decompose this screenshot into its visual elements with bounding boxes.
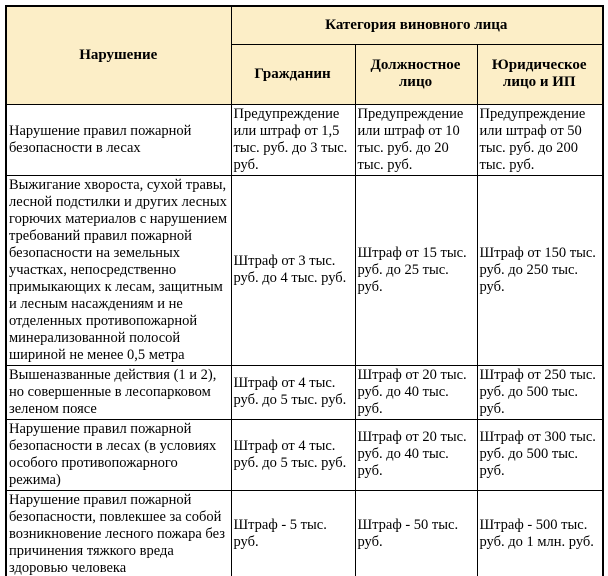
legal-penalty-cell: Штраф - 500 тыс. руб. до 1 млн. руб. [477, 490, 603, 576]
citizen-penalty-cell: Штраф от 3 тыс. руб. до 4 тыс. руб. [231, 175, 355, 365]
official-penalty-cell: Штраф от 15 тыс. руб. до 25 тыс. руб. [355, 175, 477, 365]
violation-cell: Нарушение правил пожарной безопасности в лесах [6, 104, 231, 175]
official-penalty-cell: Штраф от 20 тыс. руб. до 40 тыс. руб. [355, 365, 477, 419]
table-row [6, 175, 603, 365]
legal-penalty-cell: Предупреждение или штраф от 50 тыс. руб. до 200 тыс. руб. [477, 104, 603, 175]
table-row [6, 104, 603, 175]
violation-cell: Вышеназванные действия (1 и 2), но совершенные в лесопарковом зеленом поясе [6, 365, 231, 419]
legal-penalty-cell: Штраф от 250 тыс. руб. до 500 тыс. руб. [477, 365, 603, 419]
violation-cell: Нарушение правил пожарной безопасности в лесах (в условиях особого противопожарного режима) [6, 419, 231, 490]
official-penalty-cell: Штраф - 50 тыс. руб. [355, 490, 477, 576]
header-row-group [6, 6, 603, 44]
citizen-penalty-cell: Штраф от 4 тыс. руб. до 5 тыс. руб. [231, 365, 355, 419]
penalty-table [5, 5, 604, 576]
official-penalty-cell: Предупреждение или штраф от 10 тыс. руб. до 20 тыс. руб. [355, 104, 477, 175]
header-category-group: Категория виновного лица [231, 6, 603, 44]
header-violation: Нарушение [6, 6, 231, 104]
header-legal-entity: Юридическое лицо и ИП [477, 44, 603, 104]
violation-cell: Нарушение правил пожарной безопасности, повлекшее за собой возникновение лесного пожара без причинения тяжкого вреда здоровью человека [6, 490, 231, 576]
table-row [6, 490, 603, 576]
legal-penalty-cell: Штраф от 150 тыс. руб. до 250 тыс. руб. [477, 175, 603, 365]
citizen-penalty-cell: Штраф от 4 тыс. руб. до 5 тыс. руб. [231, 419, 355, 490]
violation-cell: Выжигание хвороста, сухой травы, лесной подстилки и других лесных горючих материалов с нарушением требований правил пожарной безопасности на земельных участках, непосредственно примыкающих к лесам, защитным и лесным насаждениям и не отделенных противопожарной минерализованной полосой шириной не менее 0,5 метра [6, 175, 231, 365]
header-citizen: Гражданин [231, 44, 355, 104]
legal-penalty-cell: Штраф от 300 тыс. руб. до 500 тыс. руб. [477, 419, 603, 490]
official-penalty-cell: Штраф от 20 тыс. руб. до 40 тыс. руб. [355, 419, 477, 490]
table-row [6, 419, 603, 490]
citizen-penalty-cell: Предупреждение или штраф от 1,5 тыс. руб. до 3 тыс. руб. [231, 104, 355, 175]
table-row [6, 365, 603, 419]
citizen-penalty-cell: Штраф - 5 тыс. руб. [231, 490, 355, 576]
header-official: Должностное лицо [355, 44, 477, 104]
